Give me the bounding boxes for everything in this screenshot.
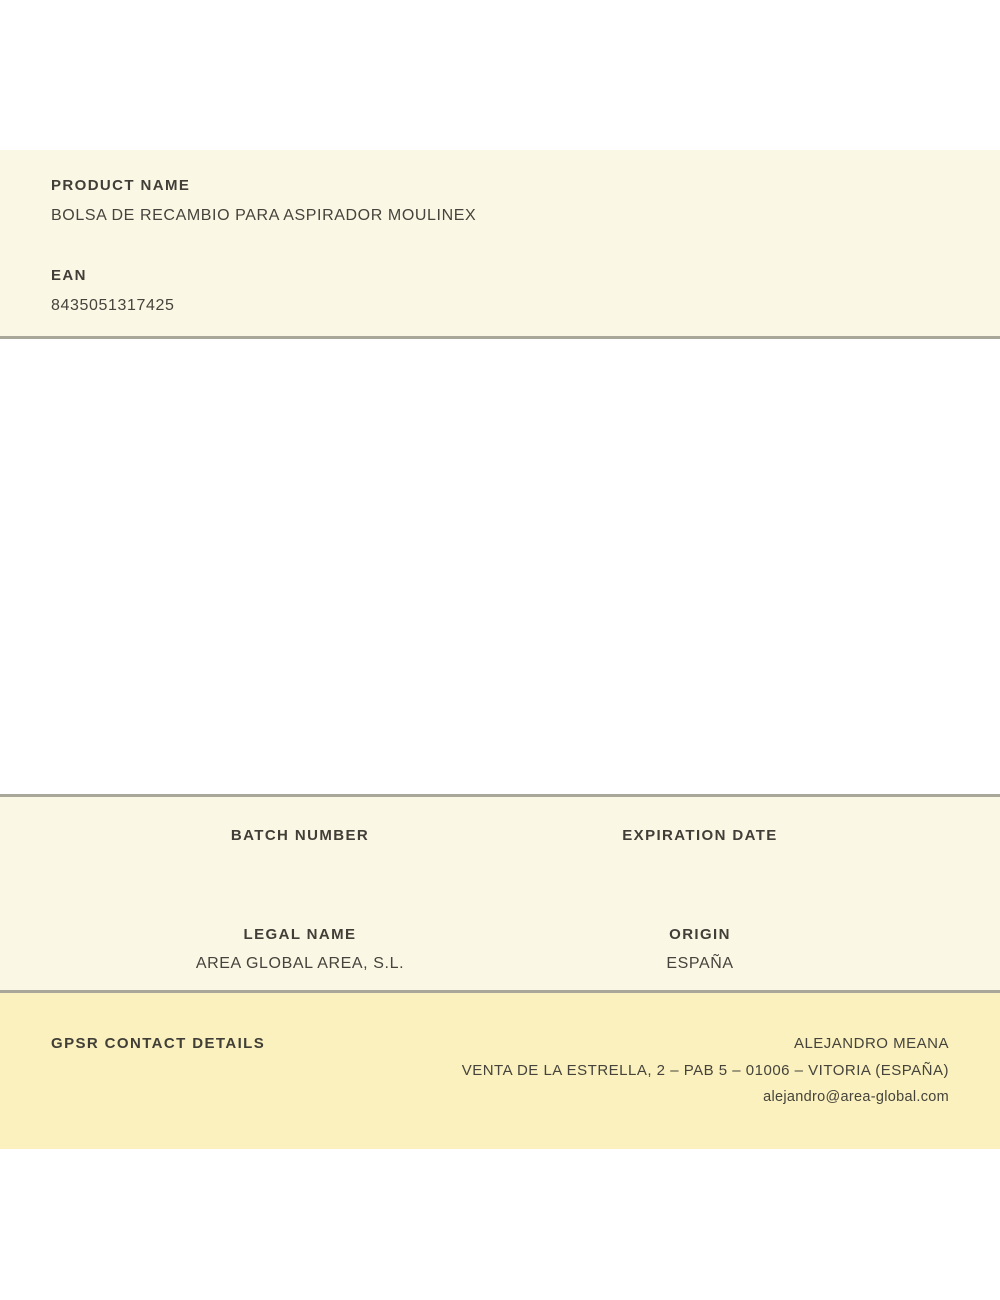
legal-name-value: AREA GLOBAL AREA, S.L. — [195, 955, 405, 972]
ean-field — [51, 266, 949, 316]
expiration-date-label: EXPIRATION DATE — [622, 827, 778, 844]
legal-origin-row — [100, 925, 900, 974]
legal-name-field — [100, 925, 500, 974]
batch-expiration-row — [100, 826, 900, 855]
gpsr-contact-address: VENTA DE LA ESTRELLA, 2 – PAB 5 – 01006 – VITORIA (ESPAÑA) — [461, 1062, 949, 1079]
gpsr-contact-email: alejandro@area-global.com — [763, 1089, 949, 1105]
gpsr-contact-title: GPSR CONTACT DETAILS — [51, 1035, 266, 1052]
batch-legal-section — [0, 794, 1000, 993]
product-info-section — [0, 150, 1000, 339]
ean-label: EAN — [51, 267, 87, 284]
product-name-label: PRODUCT NAME — [51, 177, 191, 194]
gpsr-contact-block — [265, 1030, 949, 1111]
origin-field — [500, 925, 900, 974]
ean-value: 8435051317425 — [51, 297, 175, 314]
origin-value: ESPAÑA — [666, 955, 734, 972]
product-name-value: BOLSA DE RECAMBIO PARA ASPIRADOR MOULINEX — [51, 207, 477, 224]
expiration-date-field — [500, 826, 900, 855]
batch-number-label: BATCH NUMBER — [230, 827, 370, 844]
product-name-field — [51, 176, 949, 226]
gpsr-contact-name: ALEJANDRO MEANA — [793, 1035, 949, 1052]
legal-name-label: LEGAL NAME — [243, 926, 357, 943]
batch-number-field — [100, 826, 500, 855]
gpsr-contact-section — [0, 993, 1000, 1149]
origin-label: ORIGIN — [669, 926, 731, 943]
